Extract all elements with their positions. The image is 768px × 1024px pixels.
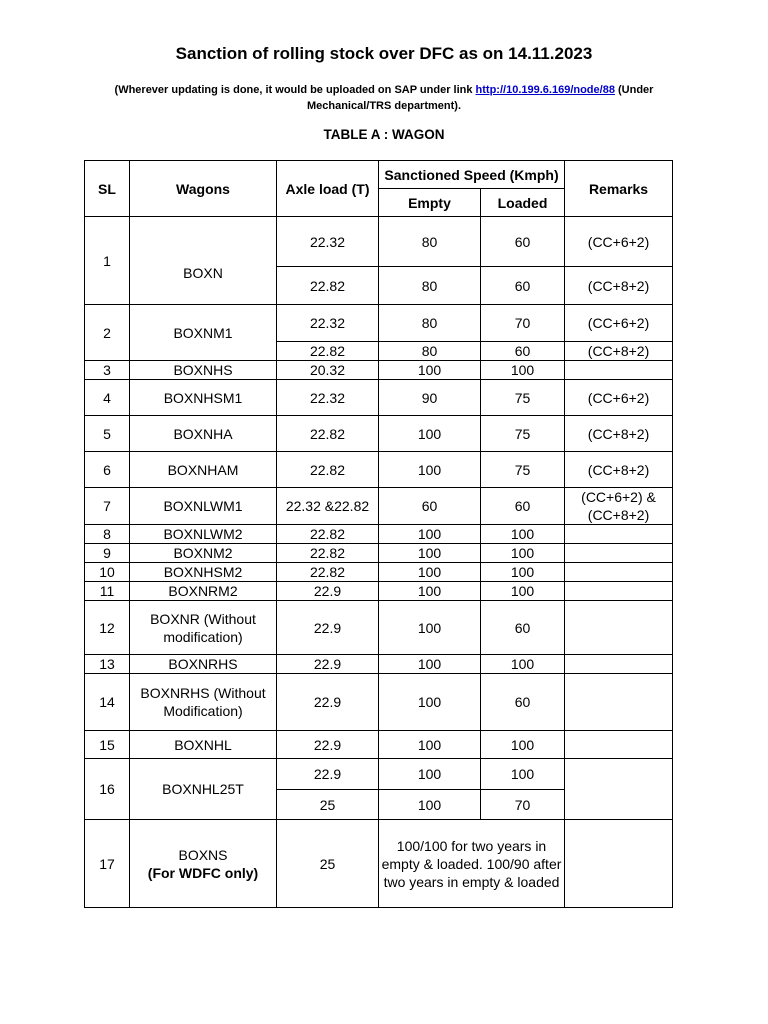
loaded-cell: 60 bbox=[481, 342, 565, 361]
loaded-cell: 75 bbox=[481, 452, 565, 488]
remarks-cell: (CC+6+2) bbox=[565, 380, 673, 416]
wagon-cell bbox=[130, 820, 277, 908]
wagon-name: BOXNS bbox=[178, 846, 228, 863]
wagon-cell: BOXNHL bbox=[130, 731, 277, 759]
empty-cell: 100 bbox=[379, 416, 481, 452]
remarks-cell bbox=[565, 674, 673, 731]
loaded-cell: 100 bbox=[481, 759, 565, 790]
table-row bbox=[85, 601, 673, 655]
empty-cell: 80 bbox=[379, 217, 481, 267]
axle-cell: 22.9 bbox=[277, 655, 379, 674]
empty-cell: 100 bbox=[379, 674, 481, 731]
note-prefix: (Wherever updating is done, it would be uploaded on bbox=[114, 84, 392, 96]
wagon-table bbox=[84, 160, 673, 908]
axle-cell: 25 bbox=[277, 790, 379, 820]
axle-cell: 22.9 bbox=[277, 731, 379, 759]
sl-cell: 8 bbox=[85, 525, 130, 544]
axle-cell: 22.32 &22.82 bbox=[277, 488, 379, 525]
table-row bbox=[85, 820, 673, 908]
header-empty: Empty bbox=[379, 189, 481, 217]
loaded-cell: 100 bbox=[481, 544, 565, 563]
wagon-cell: BOXNHSM2 bbox=[130, 563, 277, 582]
wagon-cell: BOXNHA bbox=[130, 416, 277, 452]
table-row bbox=[85, 731, 673, 759]
loaded-cell: 100 bbox=[481, 563, 565, 582]
axle-cell: 22.32 bbox=[277, 380, 379, 416]
sl-cell: 17 bbox=[85, 820, 130, 908]
header-axle-load: Axle load (T) bbox=[277, 161, 379, 217]
loaded-cell: 60 bbox=[481, 217, 565, 267]
axle-cell: 25 bbox=[277, 820, 379, 908]
sl-cell: 15 bbox=[85, 731, 130, 759]
upload-note bbox=[84, 82, 684, 114]
sl-cell: 4 bbox=[85, 380, 130, 416]
table-row bbox=[85, 655, 673, 674]
sl-cell: 12 bbox=[85, 601, 130, 655]
header-sl: SL bbox=[85, 161, 130, 217]
empty-cell: 100 bbox=[379, 731, 481, 759]
remarks-cell: (CC+8+2) bbox=[565, 342, 673, 361]
sl-cell: 1 bbox=[85, 217, 130, 305]
table-row bbox=[85, 544, 673, 563]
remarks-cell: (CC+8+2) bbox=[565, 452, 673, 488]
table-row bbox=[85, 759, 673, 790]
sl-cell: 7 bbox=[85, 488, 130, 525]
header-remarks: Remarks bbox=[565, 161, 673, 217]
empty-cell: 60 bbox=[379, 488, 481, 525]
sl-cell: 6 bbox=[85, 452, 130, 488]
axle-cell: 22.9 bbox=[277, 582, 379, 601]
empty-cell: 100 bbox=[379, 582, 481, 601]
loaded-cell: 100 bbox=[481, 525, 565, 544]
axle-cell: 22.82 bbox=[277, 416, 379, 452]
sl-cell: 13 bbox=[85, 655, 130, 674]
remarks-cell: (CC+6+2) & (CC+8+2) bbox=[565, 488, 673, 525]
wagon-cell: BOXN bbox=[130, 217, 277, 305]
sl-cell: 9 bbox=[85, 544, 130, 563]
remarks-cell bbox=[565, 544, 673, 563]
wagon-cell: BOXNLWM1 bbox=[130, 488, 277, 525]
loaded-cell: 75 bbox=[481, 416, 565, 452]
remarks-cell bbox=[565, 820, 673, 908]
header-loaded: Loaded bbox=[481, 189, 565, 217]
axle-cell: 22.82 bbox=[277, 525, 379, 544]
remarks-cell: (CC+6+2) bbox=[565, 305, 673, 342]
header-sanctioned-speed: Sanctioned Speed (Kmph) bbox=[379, 161, 565, 189]
sl-cell: 16 bbox=[85, 759, 130, 820]
table-row bbox=[85, 452, 673, 488]
wagon-cell: BOXNM1 bbox=[130, 305, 277, 361]
sl-cell: 14 bbox=[85, 674, 130, 731]
empty-cell: 100 bbox=[379, 361, 481, 380]
axle-cell: 22.32 bbox=[277, 217, 379, 267]
remarks-cell: (CC+6+2) bbox=[565, 217, 673, 267]
axle-cell: 22.82 bbox=[277, 563, 379, 582]
remarks-cell bbox=[565, 601, 673, 655]
table-title: TABLE A : WAGON bbox=[323, 127, 445, 142]
sl-cell: 5 bbox=[85, 416, 130, 452]
table-row bbox=[85, 582, 673, 601]
axle-cell: 22.9 bbox=[277, 601, 379, 655]
wagon-note: (For WDFC only) bbox=[147, 864, 259, 881]
sl-cell: 10 bbox=[85, 563, 130, 582]
header-wagons: Wagons bbox=[130, 161, 277, 217]
loaded-cell: 100 bbox=[481, 731, 565, 759]
loaded-cell: 70 bbox=[481, 790, 565, 820]
remarks-cell bbox=[565, 731, 673, 759]
remarks-cell bbox=[565, 582, 673, 601]
empty-cell: 90 bbox=[379, 380, 481, 416]
loaded-cell: 75 bbox=[481, 380, 565, 416]
remarks-cell: (CC+8+2) bbox=[565, 267, 673, 305]
axle-cell: 22.82 bbox=[277, 544, 379, 563]
remarks-cell bbox=[565, 361, 673, 380]
remarks-cell bbox=[565, 655, 673, 674]
empty-cell: 100 bbox=[379, 601, 481, 655]
wagon-cell: BOXNRM2 bbox=[130, 582, 277, 601]
remarks-cell: (CC+8+2) bbox=[565, 416, 673, 452]
wagon-cell: BOXNHL25T bbox=[130, 759, 277, 820]
loaded-cell: 100 bbox=[481, 582, 565, 601]
empty-cell: 100 bbox=[379, 452, 481, 488]
remarks-cell bbox=[565, 759, 673, 820]
wagon-cell: BOXNRHS (Without Modification) bbox=[130, 674, 277, 731]
note-sap: SAP under link bbox=[394, 84, 473, 96]
wagon-cell: BOXNLWM2 bbox=[130, 525, 277, 544]
loaded-cell: 70 bbox=[481, 305, 565, 342]
wagon-cell: BOXNHAM bbox=[130, 452, 277, 488]
empty-cell: 100 bbox=[379, 563, 481, 582]
table-row bbox=[85, 361, 673, 380]
table-row bbox=[85, 674, 673, 731]
wagon-cell: BOXNHS bbox=[130, 361, 277, 380]
node-link[interactable]: http://10.199.6.169/node/88 bbox=[475, 84, 615, 96]
axle-cell: 22.82 bbox=[277, 452, 379, 488]
wagon-cell: BOXNHSM1 bbox=[130, 380, 277, 416]
speed-text-cell: 100/100 for two years in empty & loaded. 100/90 after two years in empty & loaded bbox=[379, 820, 565, 908]
remarks-cell bbox=[565, 563, 673, 582]
page-title: Sanction of rolling stock over DFC as on 14.11.2023 bbox=[175, 44, 593, 63]
loaded-cell: 100 bbox=[481, 361, 565, 380]
table-row bbox=[85, 305, 673, 342]
empty-cell: 80 bbox=[379, 305, 481, 342]
table-row bbox=[85, 217, 673, 267]
axle-cell: 20.32 bbox=[277, 361, 379, 380]
remarks-cell bbox=[565, 525, 673, 544]
axle-cell: 22.82 bbox=[277, 342, 379, 361]
empty-cell: 100 bbox=[379, 544, 481, 563]
table-row bbox=[85, 563, 673, 582]
wagon-cell: BOXNM2 bbox=[130, 544, 277, 563]
loaded-cell: 100 bbox=[481, 655, 565, 674]
table-row bbox=[85, 525, 673, 544]
axle-cell: 22.32 bbox=[277, 305, 379, 342]
sl-cell: 2 bbox=[85, 305, 130, 361]
sl-cell: 3 bbox=[85, 361, 130, 380]
axle-cell: 22.9 bbox=[277, 759, 379, 790]
empty-cell: 80 bbox=[379, 342, 481, 361]
loaded-cell: 60 bbox=[481, 488, 565, 525]
empty-cell: 80 bbox=[379, 267, 481, 305]
loaded-cell: 60 bbox=[481, 674, 565, 731]
empty-cell: 100 bbox=[379, 790, 481, 820]
loaded-cell: 60 bbox=[481, 601, 565, 655]
table-row bbox=[85, 380, 673, 416]
empty-cell: 100 bbox=[379, 525, 481, 544]
wagon-cell: BOXNR (Without modification) bbox=[130, 601, 277, 655]
loaded-cell: 60 bbox=[481, 267, 565, 305]
wagon-cell: BOXNRHS bbox=[130, 655, 277, 674]
axle-cell: 22.82 bbox=[277, 267, 379, 305]
empty-cell: 100 bbox=[379, 759, 481, 790]
sl-cell: 11 bbox=[85, 582, 130, 601]
axle-cell: 22.9 bbox=[277, 674, 379, 731]
empty-cell: 100 bbox=[379, 655, 481, 674]
note-suffix: (Under Mechanical/TRS department). bbox=[306, 84, 654, 112]
table-row bbox=[85, 416, 673, 452]
table-row bbox=[85, 488, 673, 525]
